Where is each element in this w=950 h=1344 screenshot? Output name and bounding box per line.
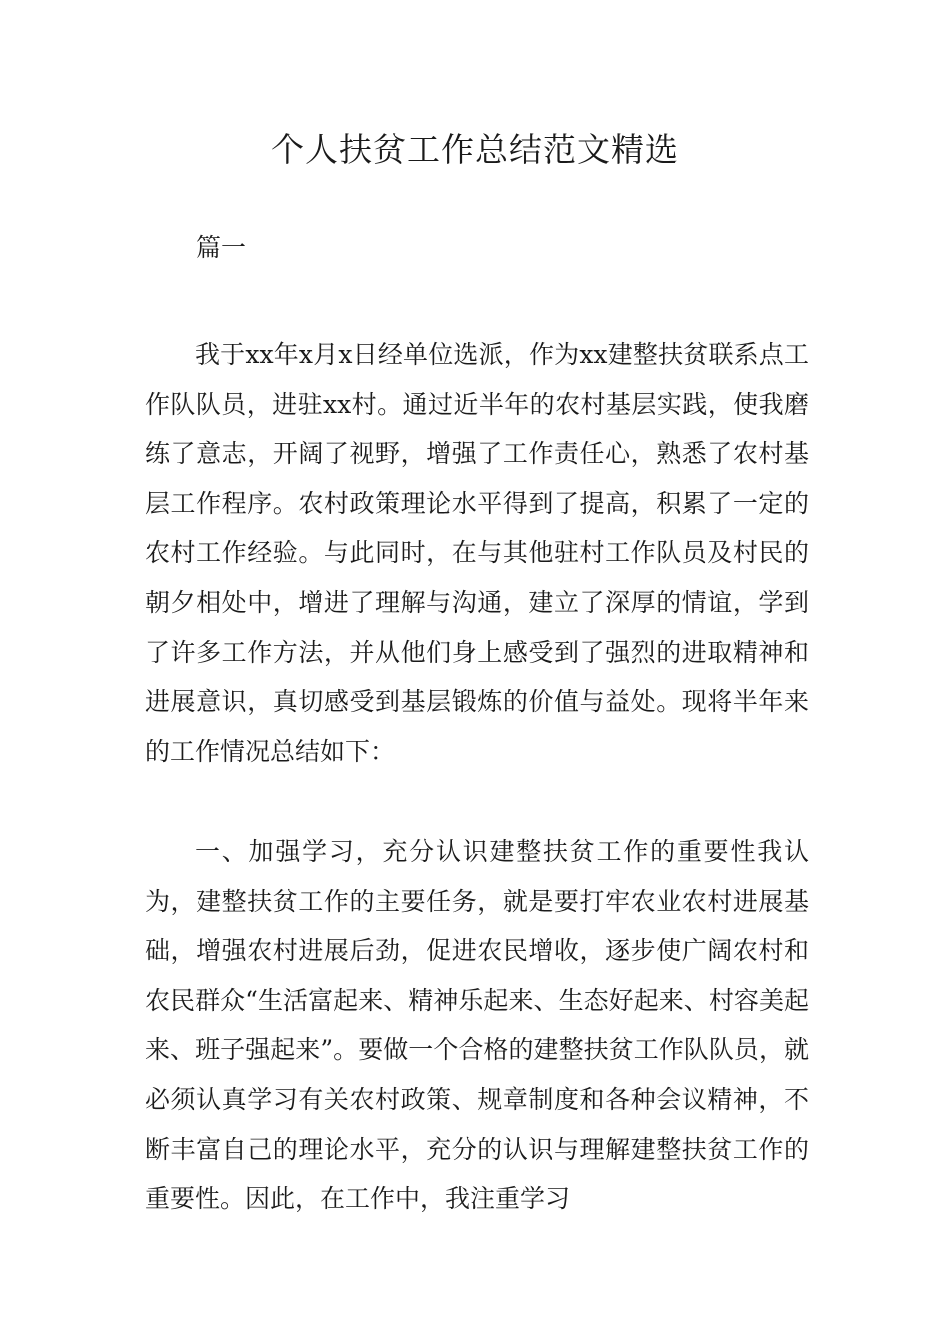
paragraph-2: 一、加强学习，充分认识建整扶贫工作的重要性我认为，建整扶贫工作的主要任务，就是要打牢农业农村进展基础，增强农村进展后劲，促进农民增收，逐步使广阔农村和农民群众“生活富起来、精神乐起来、生态好起来、村容美起来、班子强起来”。要做一个合格的建整扶贫工作队队员，就必须认真学习有关农村政策、规章制度和各种会议精神，不断丰富自己的理论水平，充分的认识与理解建整扶贫工作的重要性。因此，在工作中，我注重学习 (145, 837, 809, 1214)
document-title: 个人扶贫工作总结范文精选 (271, 130, 679, 169)
paragraph-1: 我于xx年x月x日经单位选派，作为xx建整扶贫联系点工作队队员，进驻xx村。通过近半年的农村基层实践，使我磨练了意志，开阔了视野，增强了工作责任心，熟悉了农村基层工作程序。农村政策理论水平得到了提高，积累了一定的农村工作经验。与此同时，在与其他驻村工作队员及村民的朝夕相处中，增进了理解与沟通，建立了深厚的情谊，学到了许多工作方法，并从他们身上感受到了强烈的进取精神和进展意识，真切感受到基层锻炼的价值与益处。现将半年来的工作情况总结如下： (145, 340, 809, 766)
section-label: 篇一 (196, 233, 247, 262)
